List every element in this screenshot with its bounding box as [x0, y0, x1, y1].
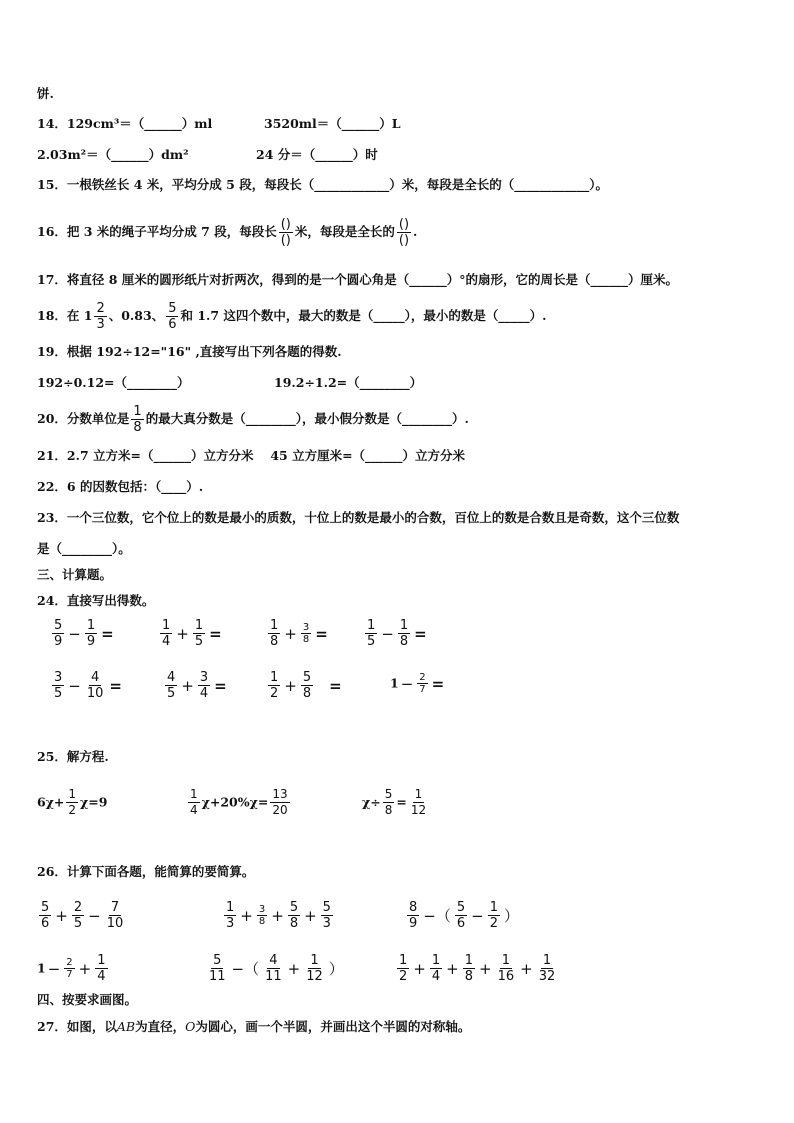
fraction-den: 11: [209, 969, 226, 984]
q26-title: 26．计算下面各题，能简算的要简算。: [37, 864, 255, 879]
fraction-den: 6: [41, 916, 50, 931]
operator: −: [400, 674, 414, 693]
section-4-title: 四、按要求画图。: [37, 992, 138, 1007]
fraction-num: 4: [167, 670, 176, 685]
q18-fraction: [166, 301, 178, 332]
q16-pre: 16．把 3 米的绳子平均分成 7 段，每段长: [37, 224, 277, 239]
fraction-den: 4: [431, 969, 441, 984]
fraction-den: 5: [367, 634, 376, 649]
q24-expr-5: [50, 670, 122, 701]
fraction-den: 8: [399, 634, 409, 649]
fraction-den: 8: [464, 969, 473, 984]
fraction-den: 4: [97, 969, 106, 984]
fraction-num: 5: [322, 900, 331, 915]
equals-sign: =: [414, 624, 427, 643]
q24-expr-4: [363, 618, 427, 649]
q20-num: 1: [133, 404, 142, 419]
q18-mixed-fraction: [94, 301, 106, 332]
fraction-num: 3: [54, 670, 63, 685]
fraction-num: 1: [194, 618, 204, 633]
equals-sign: =: [214, 676, 227, 695]
fraction-num: 2: [419, 672, 426, 683]
fraction-den: 8: [384, 803, 393, 817]
equals-sign: =: [101, 624, 114, 643]
q14-b: 3520ml＝（______）L: [264, 116, 401, 131]
fraction-den: 4: [190, 803, 198, 817]
q18-num: 5: [168, 301, 177, 316]
q16-blank-num-1: (): [280, 217, 291, 232]
fraction-den: 3: [226, 916, 235, 931]
q24-expr-6: [163, 670, 227, 701]
fraction-num: 1: [68, 787, 77, 801]
fraction-num: 3: [199, 670, 209, 685]
operator: −（: [231, 959, 260, 978]
q23-line1: 23．一个三位数，它个位上的数是最小的质数，十位上的数是最小的合数，百位上的数是合数且是奇数，这个三位数: [37, 510, 680, 525]
fraction-den: 8: [302, 686, 312, 701]
fraction-den: 10: [106, 916, 124, 931]
q25-eq-2: [186, 787, 292, 818]
q19-b: 19.2÷1.2=（________）: [274, 375, 423, 390]
fraction-den: 9: [54, 634, 63, 649]
fraction-num: 3: [258, 904, 266, 915]
q22: 22．6 的因数包括：（____）.: [37, 479, 204, 494]
q17: 17．将直径 8 厘米的圆形纸片对折两次，得到的是一个圆心角是（______）°的扇形，它的周长是（______）厘米。: [37, 272, 679, 287]
fraction-den: 16: [497, 969, 515, 984]
fraction-den: 12: [410, 803, 427, 817]
fraction-num: 1: [399, 953, 408, 968]
lead-number: 1: [37, 960, 46, 976]
q26-expr-3: [405, 900, 521, 931]
q16: [37, 213, 417, 251]
fraction-num: 1: [190, 787, 198, 801]
q15: 15．一根铁丝长 4 米，平均分成 5 段，每段长（____________）米，每段是全长的（____________）。: [37, 177, 608, 192]
fraction-den: 10: [86, 686, 104, 701]
q18-pre: 18．在 1: [37, 308, 93, 323]
fraction-den: 4: [199, 686, 209, 701]
q18: [37, 297, 547, 335]
operator: +: [520, 959, 533, 978]
q21: 21．2.7 立方米=（______）立方分米 45 立方厘米=（______）立方分米: [37, 448, 466, 463]
operator: +: [181, 676, 194, 695]
q16-blank-fraction-2: [397, 217, 411, 248]
fraction-den: 8: [270, 634, 279, 649]
fraction-num: 1: [310, 953, 319, 968]
operator: +: [413, 959, 426, 978]
fraction-den: 5: [194, 634, 204, 649]
fraction-den: 11: [265, 969, 282, 984]
equals-sign: =: [109, 676, 122, 695]
fraction-num: 5: [213, 953, 222, 968]
q27-pre: 27．如图，以: [37, 1019, 117, 1034]
fraction-num: 7: [110, 900, 120, 915]
q19-a: 192÷0.12=（________）: [37, 375, 190, 390]
fraction-den: 3: [322, 916, 331, 931]
q24-expr-7: [266, 670, 342, 701]
operator: +: [78, 959, 92, 978]
fraction-den: 2: [68, 803, 77, 817]
q26-expr-4: [37, 953, 110, 984]
eq-equals: =: [396, 794, 407, 810]
q27-o: O: [185, 1019, 196, 1034]
fraction-den: 32: [538, 969, 556, 984]
operator: +: [284, 624, 297, 643]
q24-expr-1: [50, 618, 114, 649]
fraction-num: 5: [289, 900, 299, 915]
q25-eq-1: [37, 787, 107, 818]
operator: −（: [423, 906, 451, 925]
q26-expr-2: [222, 900, 335, 931]
fraction-num: 5: [384, 787, 393, 801]
fraction-num: 1: [464, 953, 473, 968]
q18-mid: 、0.83、: [108, 308, 165, 323]
fraction-num: 5: [456, 900, 466, 915]
operator: +: [446, 959, 459, 978]
q23-line2: 是（________）。: [37, 541, 131, 556]
fraction-den: 20: [272, 803, 288, 817]
q24-title: 24．直接写出得数。: [37, 593, 155, 608]
operator: −: [68, 676, 81, 695]
q18-mixed-den: 3: [96, 317, 105, 332]
fraction-num: 1: [501, 953, 510, 968]
q18-den: 6: [168, 317, 177, 332]
q27-post: 为圆心，画一个半圆，并画出这个半圆的对称轴。: [195, 1019, 471, 1034]
q24-expr-3: [266, 618, 328, 649]
fraction-num: 1: [542, 953, 552, 968]
fraction-num: 5: [54, 618, 63, 633]
fraction-num: 3: [302, 622, 310, 633]
q19: 19．根据 192÷12="16" ,直接写出下列各题的得数.: [37, 344, 342, 359]
q20-pre: 20．分数单位是: [37, 411, 130, 426]
q14-a: [37, 116, 212, 132]
fraction-num: 1: [270, 670, 279, 685]
q18-mixed-num: 2: [96, 301, 105, 316]
q25-eq-3: [362, 787, 430, 818]
q26-expr-1: [37, 900, 127, 931]
q13-tail: 饼.: [37, 86, 54, 101]
eq-tail: χ=9: [80, 794, 108, 810]
q14-d: 24 分＝（______）时: [256, 147, 378, 162]
fraction-num: 1: [226, 900, 235, 915]
fraction-den: 9: [86, 634, 96, 649]
fraction-num: 13: [272, 787, 288, 801]
fraction-den: 7: [66, 969, 73, 980]
q24-expr-8: [390, 672, 444, 695]
q16-end: .: [413, 224, 418, 239]
operator: +: [479, 959, 492, 978]
operator: −: [381, 624, 394, 643]
q20-fraction: [131, 404, 143, 435]
q14-a-text: 129cm³＝（______）ml: [66, 116, 213, 131]
fraction-den: 5: [54, 686, 63, 701]
q16-mid: 米，每段是全长的: [294, 224, 395, 239]
fraction-num: 1: [431, 953, 441, 968]
fraction-den: 5: [167, 686, 176, 701]
operator: +: [176, 624, 189, 643]
fraction-den: 2: [270, 686, 279, 701]
fraction-num: 1: [399, 618, 409, 633]
operator: +: [284, 676, 297, 695]
fraction-num: 8: [409, 900, 418, 915]
fraction-num: 5: [41, 900, 50, 915]
q20-den: 8: [133, 420, 142, 435]
fraction-den: 9: [409, 916, 418, 931]
fraction-den: 8: [302, 634, 310, 645]
eq-lead: 6χ+: [37, 794, 65, 810]
fraction-num: 1: [97, 953, 106, 968]
fraction-den: 8: [289, 916, 299, 931]
eq-lead: χ÷: [362, 794, 381, 810]
operator: +: [240, 906, 253, 925]
operator: −: [47, 959, 61, 978]
section-3-title: 三、计算题。: [37, 567, 113, 582]
fraction-num: 1: [367, 618, 376, 633]
equals-sign: =: [329, 676, 342, 695]
q27-mid: 为直径，: [135, 1019, 186, 1034]
fraction-num: 1: [86, 618, 96, 633]
fraction-den: 5: [73, 916, 83, 931]
q18-post: 和 1.7 这四个数中，最大的数是（_____），最小的数是（_____）.: [180, 308, 547, 323]
fraction-num: 2: [66, 957, 73, 968]
lead-number: 1: [390, 675, 399, 691]
fraction-num: 1: [162, 618, 171, 633]
q27: [37, 1019, 470, 1035]
fraction-num: 5: [302, 670, 312, 685]
operator: −: [88, 906, 101, 925]
q27-ab: AB: [116, 1019, 136, 1034]
paren-close: ）: [504, 906, 520, 925]
fraction-den: 6: [456, 916, 466, 931]
q26-expr-5: [205, 953, 346, 984]
q16-blank-num-2: (): [398, 217, 410, 232]
fraction-num: 1: [489, 900, 498, 915]
equals-sign: =: [431, 674, 445, 693]
fraction-num: 4: [90, 670, 100, 685]
eq-mid: χ+20%χ=: [201, 794, 269, 810]
q16-blank-den-1: (): [280, 233, 291, 248]
fraction-num: 4: [269, 953, 278, 968]
fraction-den: 7: [419, 684, 426, 695]
operator: +: [287, 959, 301, 978]
q25-title: 25．解方程.: [37, 749, 109, 764]
fraction-den: 2: [399, 969, 408, 984]
operator: +: [55, 906, 68, 925]
q16-blank-den-2: (): [398, 233, 410, 248]
equals-sign: =: [209, 624, 222, 643]
fraction-num: 1: [270, 618, 279, 633]
equals-sign: =: [315, 624, 328, 643]
operator: +: [304, 906, 317, 925]
fraction-den: 12: [306, 969, 323, 984]
fraction-den: 2: [489, 916, 498, 931]
q14-number: 14．: [37, 116, 67, 131]
fraction-den: 8: [258, 916, 266, 927]
paren-close: ）: [328, 959, 344, 978]
operator: −: [471, 906, 484, 925]
q20-post: 的最大真分数是（________），最小假分数是（________）.: [145, 411, 469, 426]
q24-expr-2: [158, 618, 222, 649]
fraction-num: 2: [73, 900, 83, 915]
q16-blank-fraction-1: [279, 217, 293, 248]
fraction-num: 1: [414, 787, 423, 801]
q14-c: 2.03m²＝（______）dm²: [37, 147, 189, 162]
q20: [37, 400, 469, 438]
operator: +: [271, 906, 284, 925]
operator: −: [68, 624, 81, 643]
fraction-den: 4: [162, 634, 171, 649]
q26-expr-6: [395, 953, 559, 984]
